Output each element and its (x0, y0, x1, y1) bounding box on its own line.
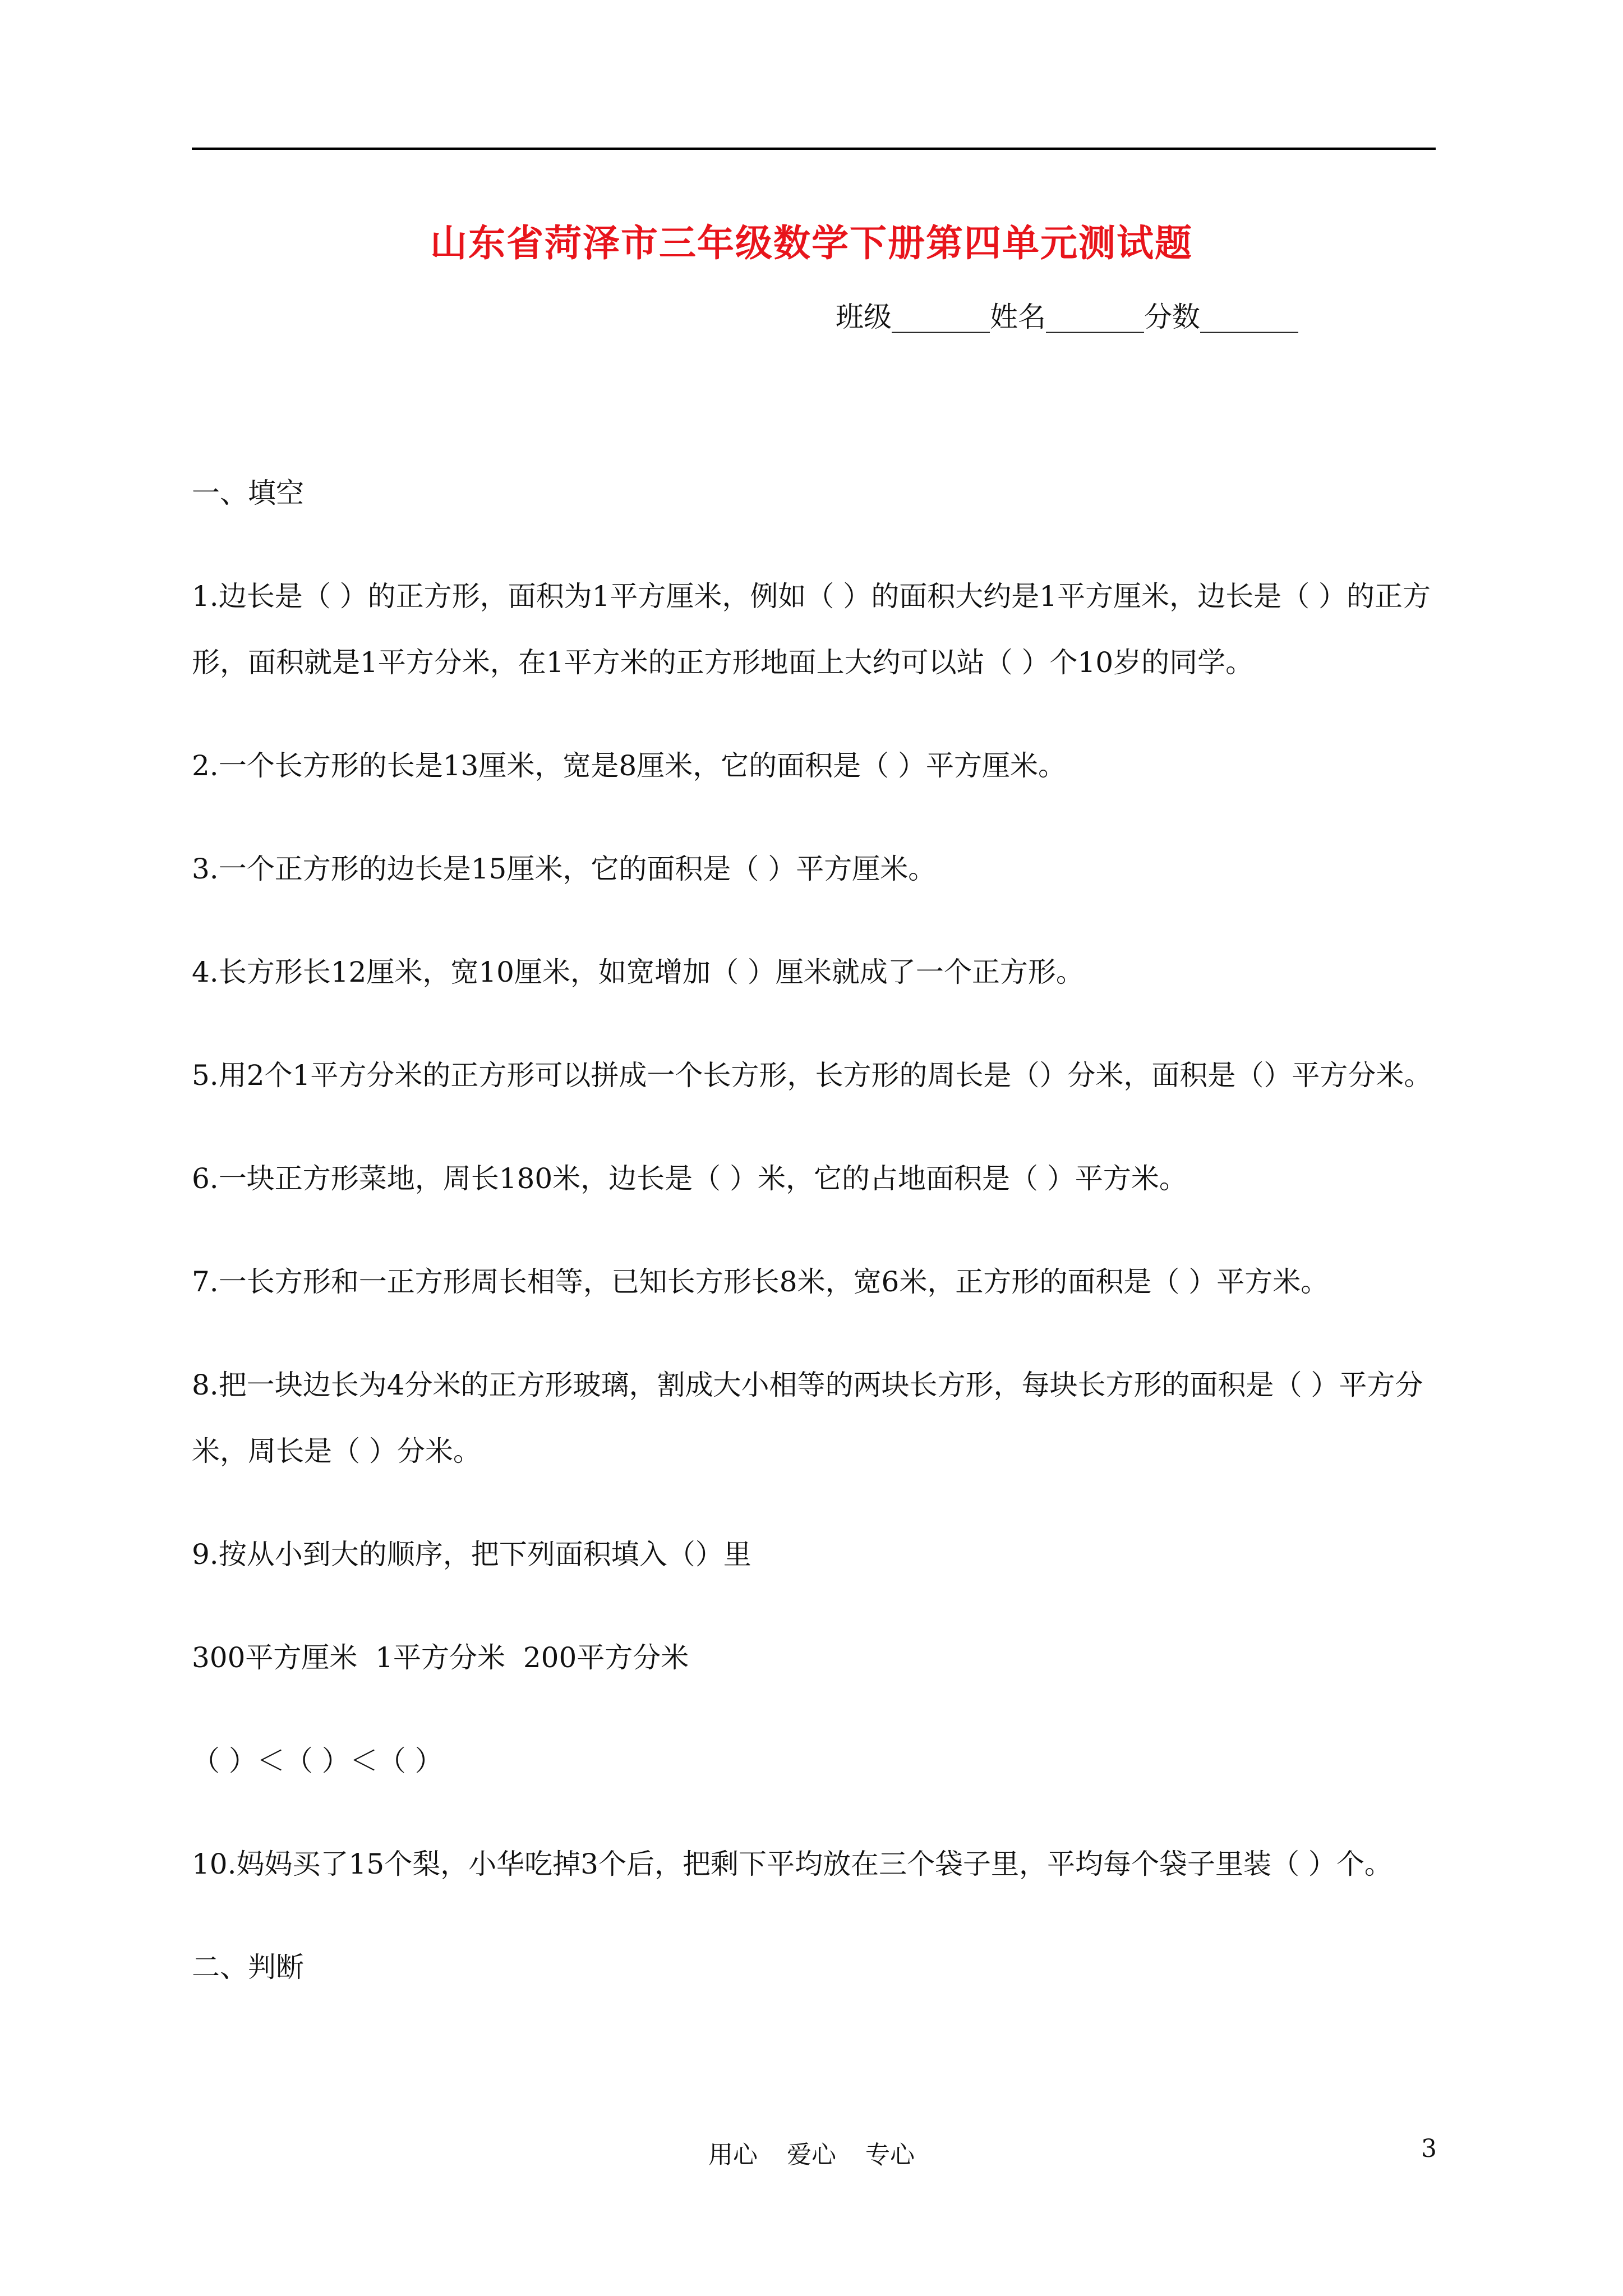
question-9-order-blanks: （ ）＜（ ）＜（ ） (192, 1745, 443, 1777)
class-field-label: 班级_______ (836, 301, 990, 333)
footer-slogan-2: 爱心 (787, 2141, 836, 2169)
question-2: 2.一个长方形的长是13厘米，宽是8厘米，它的面积是（ ）平方厘米。 (192, 749, 1067, 782)
question-10: 10.妈妈买了15个梨，小华吃掉3个后，把剩下平均放在三个袋子里，平均每个袋子里装（ ）个。 (192, 1848, 1393, 1880)
document-title: 山东省菏泽市三年级数学下册第四单元测试题 (430, 221, 1193, 265)
section-heading-true-false: 二、判断 (192, 1951, 304, 1984)
page-number: 3 (1421, 2134, 1437, 2163)
student-info-line (836, 295, 1298, 335)
header-rule (192, 148, 1436, 150)
footer-slogan-1: 用心 (708, 2141, 758, 2169)
question-9: 9.按从小到大的顺序，把下列面积填入（）里 (192, 1538, 751, 1571)
question-6: 6.一块正方形菜地，周长180米，边长是（ ）米，它的占地面积是（ ）平方米。 (192, 1162, 1187, 1195)
question-9-areas: 300平方厘米 1平方分米 200平方分米 (192, 1641, 689, 1674)
question-3: 3.一个正方形的边长是15厘米，它的面积是（ ）平方厘米。 (192, 853, 937, 885)
question-4: 4.长方形长12厘米，宽10厘米，如宽增加（ ）厘米就成了一个正方形。 (192, 956, 1084, 988)
footer-slogan-3: 专心 (865, 2141, 915, 2169)
footer-slogan (0, 2134, 1623, 2170)
question-7: 7.一长方形和一正方形周长相等，已知长方形长8米，宽6米，正方形的面积是（ ）平方米。 (192, 1266, 1329, 1298)
question-5: 5.用2个1平方分米的正方形可以拼成一个长方形，长方形的周长是（）分米，面积是（）平方分米。 (192, 1059, 1432, 1092)
question-8: 8.把一块边长为4分米的正方形玻璃，割成大小相等的两块长方形，每块长方形的面积是（ ）平方分米，周长是（ ）分米。 (192, 1369, 1423, 1467)
score-field-label: 分数_______ (1144, 301, 1298, 333)
name-field-label: 姓名_______ (990, 301, 1144, 333)
section-heading-fill-blank: 一、填空 (192, 477, 304, 509)
question-1: 1.边长是（ ）的正方形，面积为1平方厘米，例如（ ）的面积大约是1平方厘米，边长是（ ）的正方形，面积就是1平方分米，在1平方米的正方形地面上大约可以站（ ）个10岁的同学。 (192, 580, 1431, 679)
document-body (192, 460, 1437, 2037)
